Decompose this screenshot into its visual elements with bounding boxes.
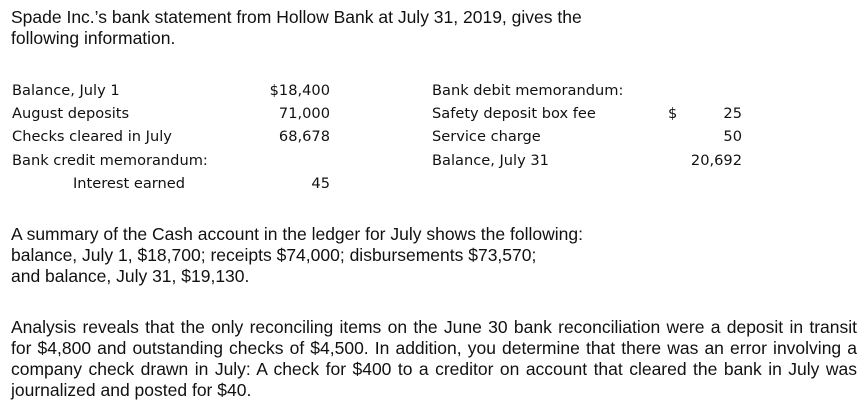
summary-line: and balance, July 31, $19,130.	[11, 266, 250, 286]
row-label: Balance, July 1	[12, 82, 120, 99]
row-label: Balance, July 31	[432, 151, 549, 169]
summary-line: balance, July 1, $18,700; receipts $74,000; disbursements $73,570;	[11, 245, 537, 265]
row-amount: $18,400	[269, 82, 330, 99]
row-label: August deposits	[12, 105, 130, 123]
row-amount: 25	[723, 105, 742, 123]
row-amount: 20,692	[690, 151, 742, 169]
analysis-paragraph: Analysis reveals that the only reconciling items on the June 30 bank reconciliation were a deposit in transit for $4,800 and outstanding checks of $4,500. In addition, you determine that there was an error involving a company check drawn in July: A check for $400 to a creditor on account that cleared the bank in July was journalized and posted for $40.	[11, 317, 857, 400]
row-label: Safety deposit box fee	[432, 105, 596, 123]
intro-paragraph	[11, 7, 711, 49]
cash-account-summary	[11, 224, 751, 287]
summary-line: A summary of the Cash account in the ledger for July shows the following:	[11, 224, 583, 244]
intro-line: Spade Inc.’s bank statement from Hollow Bank at July 31, 2019, gives the	[11, 7, 582, 27]
row-amount: 45	[311, 174, 330, 192]
currency-symbol: $	[668, 105, 678, 123]
row-amount: 68,678	[278, 128, 330, 146]
row-amount: 50	[723, 128, 742, 146]
row-label: Bank credit memorandum:	[12, 151, 208, 169]
row-label: Service charge	[432, 128, 541, 146]
row-amount: 71,000	[278, 105, 330, 123]
row-label: Checks cleared in July	[12, 128, 172, 146]
row-label: Interest earned	[73, 174, 186, 192]
table-heading: Bank debit memorandum:	[432, 82, 624, 99]
intro-line: following information.	[11, 28, 176, 48]
